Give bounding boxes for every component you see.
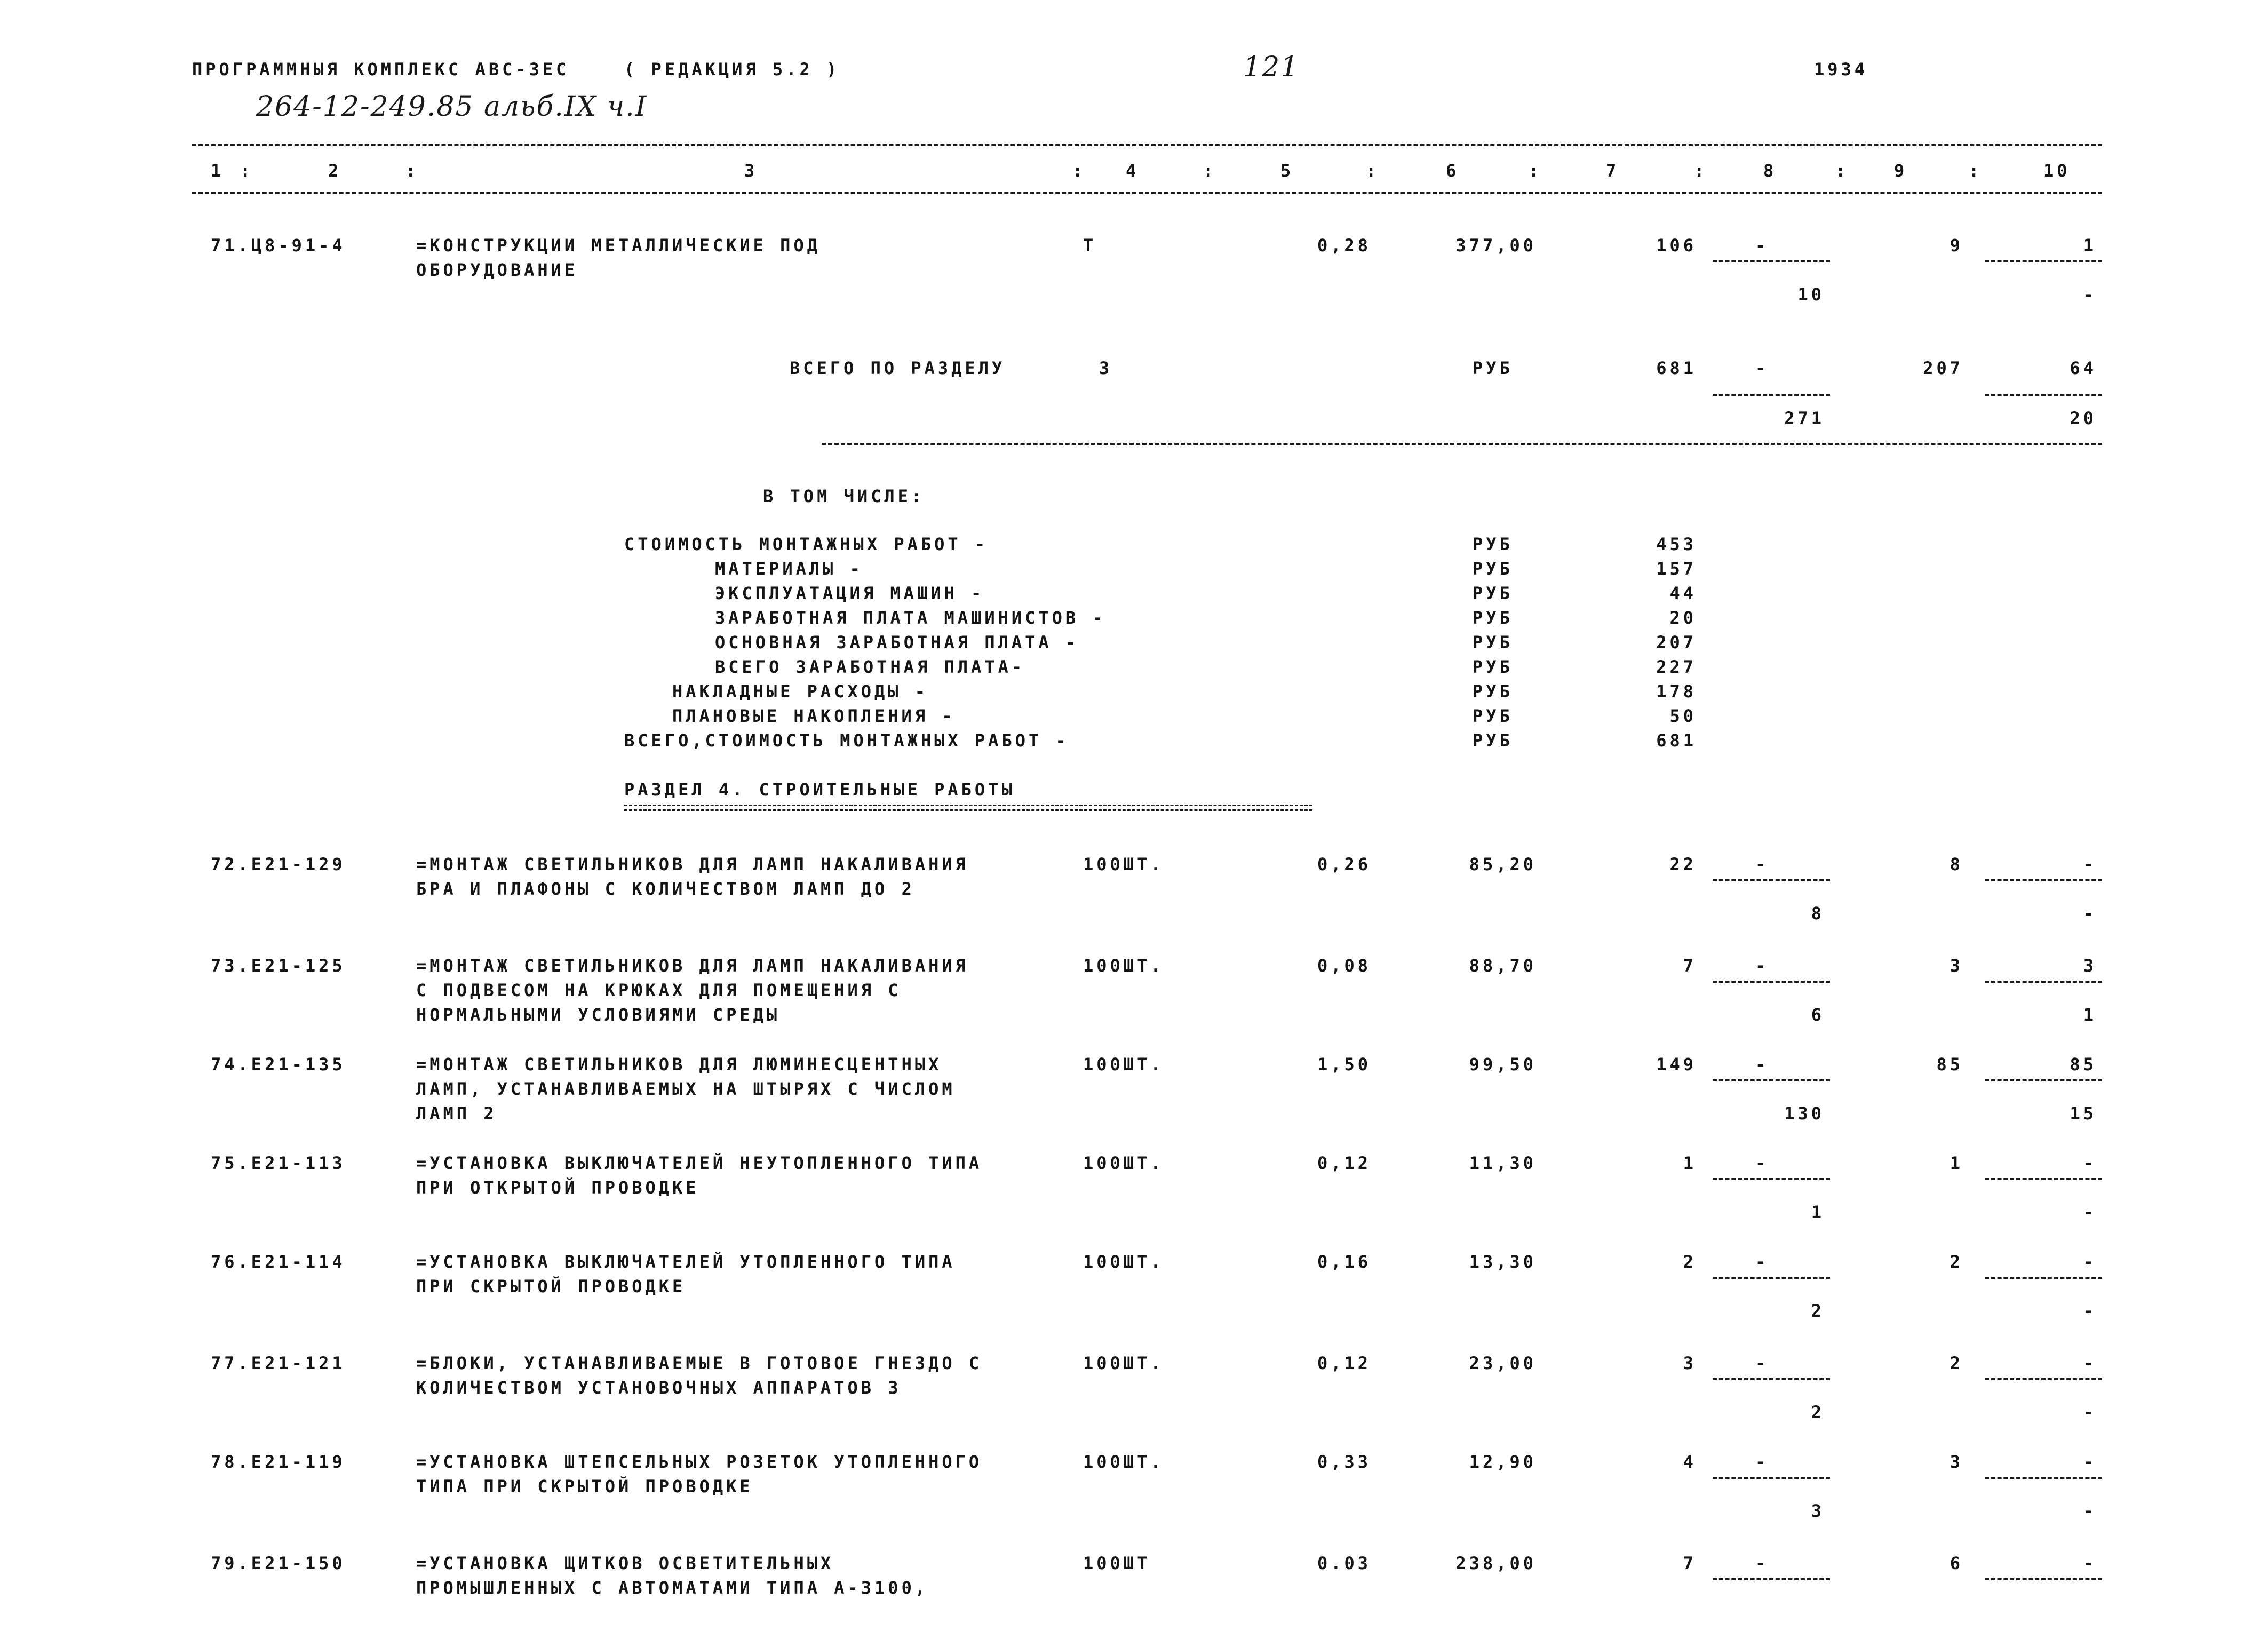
row-unit: Т: [1083, 235, 1097, 256]
row-col10-below: -: [2083, 284, 2097, 305]
row-total: 106: [1656, 235, 1697, 256]
including-item-unit: РУБ: [1473, 657, 1513, 677]
including-item-value: 20: [1669, 608, 1697, 628]
row-col10: -: [2083, 1252, 2097, 1272]
row-total: 4: [1683, 1452, 1697, 1472]
row-quantity: 0,16: [1317, 1252, 1371, 1272]
section-total-col8: -: [1755, 358, 1769, 378]
column-header-cell: 8: [1763, 161, 1777, 181]
row-number: 75.Е21-113: [211, 1153, 346, 1173]
row-number: 77.Е21-121: [211, 1353, 346, 1373]
row-col10-below: -: [2083, 1202, 2097, 1222]
row-quantity: 0,08: [1317, 956, 1371, 976]
fraction-rule: [1985, 981, 2102, 983]
column-header-cell: :: [1835, 161, 1849, 181]
row-number: 74.Е21-135: [211, 1054, 346, 1075]
row-description: ПРИ ОТКРЫТОЙ ПРОВОДКЕ: [416, 1177, 699, 1198]
including-item-label: ВСЕГО ЗАРАБОТНАЯ ПЛАТА-: [715, 657, 1025, 677]
year-stamp: 1934: [1814, 59, 1868, 79]
column-header-cell: 1: [211, 161, 225, 181]
row-description: =МОНТАЖ СВЕТИЛЬНИКОВ ДЛЯ ЛЮМИНЕСЦЕНТНЫХ: [416, 1054, 942, 1075]
fraction-rule: [1713, 260, 1830, 262]
row-col8-below: 8: [1811, 903, 1825, 924]
row-unit-price: 23,00: [1469, 1353, 1537, 1373]
fraction-rule: [1713, 1178, 1830, 1180]
including-item-unit: РУБ: [1473, 730, 1513, 751]
section-total-unit: РУБ: [1473, 358, 1513, 378]
row-unit: 100ШТ.: [1083, 1252, 1164, 1272]
column-header-cell: :: [1529, 161, 1542, 181]
row-number: 76.Е21-114: [211, 1252, 346, 1272]
row-unit: 100ШТ.: [1083, 1452, 1164, 1472]
row-col8: -: [1755, 956, 1769, 976]
column-header-cell: 5: [1280, 161, 1294, 181]
column-header-cell: :: [405, 161, 419, 181]
section-total-col10-below: 20: [2070, 408, 2097, 428]
row-col10: 85: [2070, 1054, 2097, 1075]
row-col9: 6: [1949, 1553, 1963, 1573]
row-quantity: 0,12: [1317, 1153, 1371, 1173]
row-col10-below: 1: [2083, 1005, 2097, 1025]
row-col8: -: [1755, 1553, 1769, 1573]
column-header-cell: 9: [1894, 161, 1908, 181]
row-col9: 9: [1949, 235, 1963, 256]
fraction-rule: [1985, 1578, 2102, 1580]
row-total: 149: [1656, 1054, 1697, 1075]
row-col8-below: 1: [1811, 1202, 1825, 1222]
project-code-handwritten: 264-12-249.85 альб.IX ч.I: [256, 91, 648, 123]
including-item-value: 178: [1656, 681, 1697, 702]
row-description: НОРМАЛЬНЫМИ УСЛОВИЯМИ СРЕДЫ: [416, 1005, 781, 1025]
including-item-unit: РУБ: [1473, 534, 1513, 554]
row-col8: -: [1755, 235, 1769, 256]
column-header-cell: :: [1366, 161, 1380, 181]
row-col8: -: [1755, 1452, 1769, 1472]
row-col8-below: 3: [1811, 1501, 1825, 1521]
row-total: 7: [1683, 956, 1697, 976]
column-header-cell: 7: [1606, 161, 1620, 181]
column-header-cell: :: [1203, 161, 1217, 181]
including-title: В ТОМ ЧИСЛЕ:: [763, 486, 925, 506]
row-description: =УСТАНОВКА ВЫКЛЮЧАТЕЛЕЙ УТОПЛЕННОГО ТИПА: [416, 1252, 956, 1272]
including-item-unit: РУБ: [1473, 583, 1513, 603]
including-item-label: ЗАРАБОТНАЯ ПЛАТА МАШИНИСТОВ -: [715, 608, 1106, 628]
row-quantity: 0,12: [1317, 1353, 1371, 1373]
row-quantity: 0,26: [1317, 854, 1371, 874]
row-col10-below: 15: [2070, 1103, 2097, 1124]
including-item-label: ПЛАНОВЫЕ НАКОПЛЕНИЯ -: [672, 706, 956, 726]
row-description: ЛАМП, УСТАНАВЛИВАЕМЫХ НА ШТЫРЯХ С ЧИСЛОМ: [416, 1079, 956, 1099]
row-unit-price: 377,00: [1455, 235, 1537, 256]
row-col8: -: [1755, 1153, 1769, 1173]
including-item-value: 50: [1669, 706, 1697, 726]
row-total: 3: [1683, 1353, 1697, 1373]
fraction-rule: [1985, 1277, 2102, 1279]
row-quantity: 0.03: [1317, 1553, 1371, 1573]
row-unit: 100ШТ.: [1083, 1353, 1164, 1373]
header-rule-top: [192, 144, 2102, 146]
row-unit: 100ШТ.: [1083, 1054, 1164, 1075]
fraction-rule: [1713, 1079, 1830, 1081]
including-item-label: НАКЛАДНЫЕ РАСХОДЫ -: [672, 681, 929, 702]
row-col8-below: 130: [1784, 1103, 1825, 1124]
section-total-rule: [822, 443, 2102, 445]
row-col10-below: -: [2083, 1501, 2097, 1521]
row-total: 7: [1683, 1553, 1697, 1573]
fraction-rule: [1985, 1178, 2102, 1180]
row-description: ПРОМЫШЛЕННЫХ С АВТОМАТАМИ ТИПА А-3100,: [416, 1578, 929, 1598]
row-unit-price: 13,30: [1469, 1252, 1537, 1272]
including-item-value: 681: [1656, 730, 1697, 751]
fraction-rule: [1713, 1578, 1830, 1580]
row-description: ЛАМП 2: [416, 1103, 497, 1124]
column-header-cell: 6: [1446, 161, 1460, 181]
section-total-label: ВСЕГО ПО РАЗДЕЛУ: [790, 358, 1006, 378]
including-item-unit: РУБ: [1473, 559, 1513, 579]
row-description: КОЛИЧЕСТВОМ УСТАНОВОЧНЫХ АППАРАТОВ 3: [416, 1378, 902, 1398]
section-total-col10: 64: [2070, 358, 2097, 378]
including-item-value: 453: [1656, 534, 1697, 554]
row-description: ПРИ СКРЫТОЙ ПРОВОДКЕ: [416, 1276, 686, 1296]
row-col8: -: [1755, 1054, 1769, 1075]
row-col10: -: [2083, 1153, 2097, 1173]
including-item-unit: РУБ: [1473, 706, 1513, 726]
row-col10: -: [2083, 854, 2097, 874]
row-unit-price: 85,20: [1469, 854, 1537, 874]
row-description: БРА И ПЛАФОНЫ С КОЛИЧЕСТВОМ ЛАМП ДО 2: [416, 879, 915, 899]
row-col8-below: 10: [1797, 284, 1825, 305]
row-number: 79.Е21-150: [211, 1553, 346, 1573]
row-col10-below: -: [2083, 903, 2097, 924]
row-unit-price: 11,30: [1469, 1153, 1537, 1173]
section-total-value: 681: [1656, 358, 1697, 378]
section-4-underline: [624, 805, 1312, 811]
row-number: 73.Е21-125: [211, 956, 346, 976]
fraction-rule: [1713, 1477, 1830, 1479]
section-total-col9: 207: [1923, 358, 1963, 378]
including-item-value: 44: [1669, 583, 1697, 603]
fraction-rule: [1985, 260, 2102, 262]
fraction-rule: [1713, 394, 1830, 396]
row-description: С ПОДВЕСОМ НА КРЮКАХ ДЛЯ ПОМЕЩЕНИЯ С: [416, 980, 902, 1000]
row-unit: 100ШТ.: [1083, 1153, 1164, 1173]
row-col9: 3: [1949, 1452, 1963, 1472]
fraction-rule: [1985, 394, 2102, 396]
row-description: =УСТАНОВКА ВЫКЛЮЧАТЕЛЕЙ НЕУТОПЛЕННОГО ТИПА: [416, 1153, 983, 1173]
including-item-value: 207: [1656, 632, 1697, 653]
row-unit-price: 238,00: [1455, 1553, 1537, 1573]
row-description: =КОНСТРУКЦИИ МЕТАЛЛИЧЕСКИЕ ПОД: [416, 235, 821, 256]
section-total-number: 3: [1099, 358, 1113, 378]
row-col10: -: [2083, 1452, 2097, 1472]
row-col9: 1: [1949, 1153, 1963, 1173]
row-unit: 100ШТ.: [1083, 854, 1164, 874]
row-col8-below: 2: [1811, 1301, 1825, 1321]
row-col10-below: -: [2083, 1402, 2097, 1422]
column-header-cell: :: [1072, 161, 1086, 181]
row-total: 1: [1683, 1153, 1697, 1173]
row-description: ОБОРУДОВАНИЕ: [416, 260, 578, 280]
row-unit: 100ШТ: [1083, 1553, 1151, 1573]
row-description: =МОНТАЖ СВЕТИЛЬНИКОВ ДЛЯ ЛАМП НАКАЛИВАНИЯ: [416, 854, 969, 874]
including-item-unit: РУБ: [1473, 632, 1513, 653]
row-col10: 3: [2083, 956, 2097, 976]
row-description: =УСТАНОВКА ЩИТКОВ ОСВЕТИТЕЛЬНЫХ: [416, 1553, 834, 1573]
row-quantity: 1,50: [1317, 1054, 1371, 1075]
section-total-col8-below: 271: [1784, 408, 1825, 428]
row-col10: -: [2083, 1353, 2097, 1373]
row-quantity: 0,28: [1317, 235, 1371, 256]
including-item-label: СТОИМОСТЬ МОНТАЖНЫХ РАБОТ -: [624, 534, 989, 554]
row-total: 22: [1669, 854, 1697, 874]
row-unit-price: 12,90: [1469, 1452, 1537, 1472]
including-item-label: МАТЕРИАЛЫ -: [715, 559, 863, 579]
including-item-label: ОСНОВНАЯ ЗАРАБОТНАЯ ПЛАТА -: [715, 632, 1079, 653]
row-description: =БЛОКИ, УСТАНАВЛИВАЕМЫЕ В ГОТОВОЕ ГНЕЗДО С: [416, 1353, 983, 1373]
row-col10: 1: [2083, 235, 2097, 256]
row-col9: 2: [1949, 1353, 1963, 1373]
row-unit-price: 99,50: [1469, 1054, 1537, 1075]
fraction-rule: [1985, 879, 2102, 881]
column-header-cell: :: [1969, 161, 1983, 181]
row-col10: -: [2083, 1553, 2097, 1573]
fraction-rule: [1713, 879, 1830, 881]
fraction-rule: [1985, 1477, 2102, 1479]
including-item-label: ВСЕГО,СТОИМОСТЬ МОНТАЖНЫХ РАБОТ -: [624, 730, 1069, 751]
fraction-rule: [1985, 1079, 2102, 1081]
row-col8-below: 2: [1811, 1402, 1825, 1422]
including-item-value: 157: [1656, 559, 1697, 579]
column-header-cell: :: [240, 161, 254, 181]
row-unit: 100ШТ.: [1083, 956, 1164, 976]
row-col8-below: 6: [1811, 1005, 1825, 1025]
row-description: =МОНТАЖ СВЕТИЛЬНИКОВ ДЛЯ ЛАМП НАКАЛИВАНИЯ: [416, 956, 969, 976]
fraction-rule: [1713, 981, 1830, 983]
program-name: ПРОГРАММНЫЯ КОМПЛЕКС АВС-3ЕС: [192, 59, 570, 79]
row-quantity: 0,33: [1317, 1452, 1371, 1472]
row-number: 72.Е21-129: [211, 854, 346, 874]
row-col9: 2: [1949, 1252, 1963, 1272]
row-total: 2: [1683, 1252, 1697, 1272]
column-header-cell: 4: [1126, 161, 1140, 181]
row-number: 71.Ц8-91-4: [211, 235, 346, 256]
row-col8: -: [1755, 1353, 1769, 1373]
row-description: ТИПА ПРИ СКРЫТОЙ ПРОВОДКЕ: [416, 1476, 753, 1497]
row-col9: 85: [1936, 1054, 1963, 1075]
column-header-cell: 3: [744, 161, 758, 181]
column-header-cell: :: [1694, 161, 1708, 181]
row-col8: -: [1755, 1252, 1769, 1272]
row-unit-price: 88,70: [1469, 956, 1537, 976]
page-number-handwritten: 121: [1243, 51, 1300, 83]
fraction-rule: [1713, 1378, 1830, 1380]
including-item-label: ЭКСПЛУАТАЦИЯ МАШИН -: [715, 583, 985, 603]
row-number: 78.Е21-119: [211, 1452, 346, 1472]
header-rule-bottom: [192, 192, 2102, 194]
row-col9: 3: [1949, 956, 1963, 976]
including-item-value: 227: [1656, 657, 1697, 677]
row-col9: 8: [1949, 854, 1963, 874]
including-item-unit: РУБ: [1473, 608, 1513, 628]
row-description: =УСТАНОВКА ШТЕПСЕЛЬНЫХ РОЗЕТОК УТОПЛЕННОГО: [416, 1452, 983, 1472]
fraction-rule: [1985, 1378, 2102, 1380]
column-header-cell: 2: [328, 161, 342, 181]
program-edition: ( РЕДАКЦИЯ 5.2 ): [624, 59, 840, 79]
including-item-unit: РУБ: [1473, 681, 1513, 702]
column-header-cell: 10: [2043, 161, 2071, 181]
row-col10-below: -: [2083, 1301, 2097, 1321]
row-col8: -: [1755, 854, 1769, 874]
section-4-title: РАЗДЕЛ 4. СТРОИТЕЛЬНЫЕ РАБОТЫ: [624, 779, 1015, 800]
fraction-rule: [1713, 1277, 1830, 1279]
